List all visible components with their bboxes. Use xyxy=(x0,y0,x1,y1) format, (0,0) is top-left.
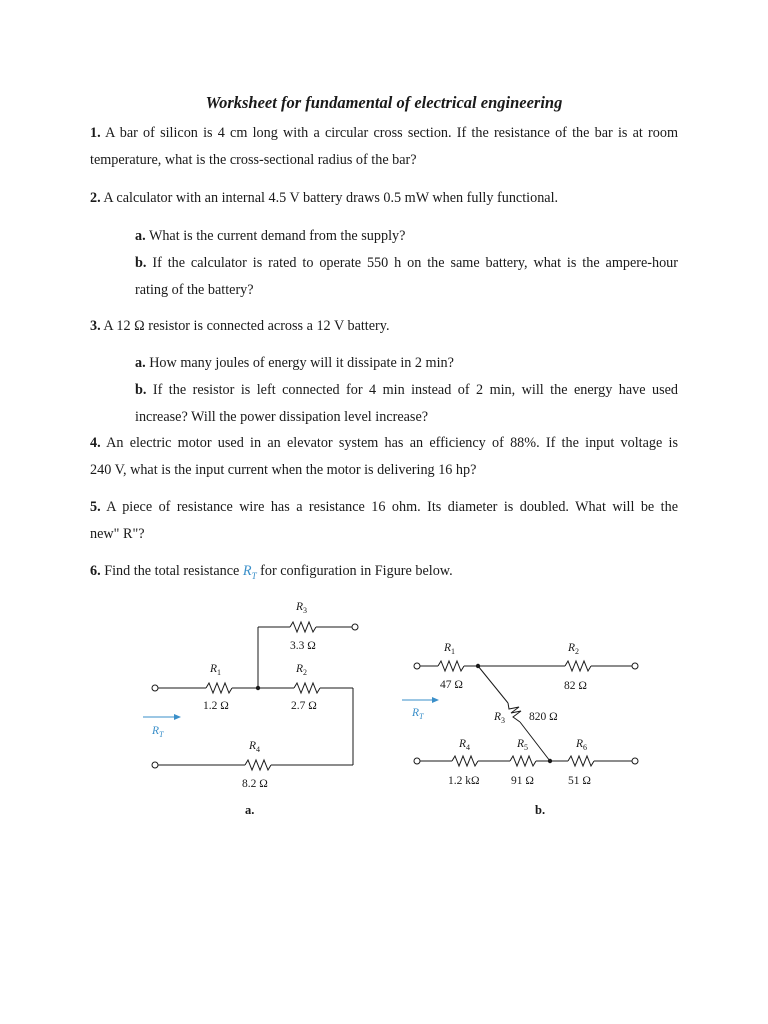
value-r3-a: 3.3 Ω xyxy=(290,640,316,652)
terminal-icon xyxy=(352,624,358,630)
label-rt-a: $R_T$ xyxy=(152,725,164,739)
label-r4-b: $R_4$ xyxy=(459,738,471,752)
resistor-r1-b xyxy=(438,661,464,671)
terminal-icon xyxy=(414,758,420,764)
terminal-icon xyxy=(632,663,638,669)
junction-dot xyxy=(476,664,480,668)
question-1-line-1 xyxy=(90,125,678,142)
question-text: Find the total resistance xyxy=(104,563,240,579)
question-5-line-2: new" R"? xyxy=(90,526,145,542)
label-r1-a: $R_1$ xyxy=(210,663,222,677)
resistor-r4-a xyxy=(245,760,271,770)
question-3b-line-2: increase? Will the power dissipation level increase? xyxy=(135,409,429,425)
value-r6-b: 51 Ω xyxy=(568,775,591,787)
question-text: An electric motor used in an elevator system has an efficiency of 88%. If the input voltage is xyxy=(106,435,679,451)
question-number: 6. xyxy=(90,563,101,579)
value-r4-b: 1.2 kΩ xyxy=(448,775,480,787)
question-3 xyxy=(90,318,390,335)
resistor-r5-b xyxy=(510,756,536,766)
question-3a xyxy=(135,355,454,372)
terminal-icon xyxy=(152,762,158,768)
page-title: Worksheet for fundamental of electrical engineering xyxy=(205,93,563,112)
question-text: A 12 Ω resistor is connected across a 12 V battery. xyxy=(103,318,390,334)
question-text: A piece of resistance wire has a resistance 16 ohm. Its diameter is doubled. What will be the xyxy=(106,499,678,515)
value-r5-b: 91 Ω xyxy=(511,775,534,787)
figure-b-caption: b. xyxy=(535,803,546,817)
question-3b-line-1 xyxy=(135,382,678,399)
label-r2-b: $R_2$ xyxy=(568,642,580,656)
rt-symbol: $R_T$ xyxy=(242,563,257,581)
question-2b-line-2: rating of the battery? xyxy=(135,282,254,298)
question-number: 4. xyxy=(90,435,101,451)
junction-dot xyxy=(548,759,552,763)
part-label: a. xyxy=(135,228,146,244)
question-number: 1. xyxy=(90,125,101,141)
circuit-a xyxy=(143,622,358,770)
label-rt-b: $R_T$ xyxy=(412,707,424,721)
part-label: b. xyxy=(135,255,147,271)
question-4-line-1 xyxy=(90,435,678,452)
question-1-line-2: temperature, what is the cross-sectional radius of the bar? xyxy=(90,152,417,168)
resistor-r3-a xyxy=(290,622,316,632)
question-2 xyxy=(90,190,558,207)
terminal-icon xyxy=(152,685,158,691)
label-r2-a: $R_2$ xyxy=(296,663,308,677)
label-r3-a: $R_3$ xyxy=(296,601,308,615)
junction-dot xyxy=(256,686,260,690)
resistor-r1-a xyxy=(206,683,232,693)
question-6 xyxy=(90,563,453,581)
terminal-icon xyxy=(632,758,638,764)
value-r1-b: 47 Ω xyxy=(440,679,463,691)
circuit-b xyxy=(402,661,638,766)
part-text: If the calculator is rated to operate 550 h on the same battery, what is the ampere-hour xyxy=(152,255,678,271)
question-5-line-1 xyxy=(90,499,678,516)
label-r6-b: $R_6$ xyxy=(576,738,588,752)
question-2a xyxy=(135,228,405,245)
question-2b-line-1 xyxy=(135,255,678,272)
resistor-r2-b xyxy=(565,661,591,671)
question-text: A bar of silicon is 4 cm long with a circular cross section. If the resistance of the bar is at room xyxy=(105,125,678,141)
question-number: 3. xyxy=(90,318,101,334)
value-r2-a: 2.7 Ω xyxy=(291,700,317,712)
part-label: a. xyxy=(135,355,146,371)
question-number: 5. xyxy=(90,499,101,515)
part-label: b. xyxy=(135,382,147,398)
value-r1-a: 1.2 Ω xyxy=(203,700,229,712)
part-text: What is the current demand from the supply? xyxy=(148,228,406,244)
question-number: 2. xyxy=(90,190,101,206)
part-text: How many joules of energy will it dissipate in 2 min? xyxy=(149,355,454,371)
label-r4-a: $R_4$ xyxy=(249,740,261,754)
label-r5-b: $R_5$ xyxy=(517,738,529,752)
value-r3-b: 820 Ω xyxy=(529,711,558,723)
figure-a-caption: a. xyxy=(245,803,255,817)
resistor-r2-a xyxy=(294,683,320,693)
value-r4-a: 8.2 Ω xyxy=(242,778,268,790)
value-r2-b: 82 Ω xyxy=(564,680,587,692)
terminal-icon xyxy=(414,663,420,669)
question-text: A calculator with an internal 4.5 V battery draws 0.5 mW when fully functional. xyxy=(103,190,559,206)
question-text: for configuration in Figure below. xyxy=(260,563,453,579)
resistor-r3-b xyxy=(508,703,521,722)
resistor-r6-b xyxy=(568,756,594,766)
resistor-r4-b xyxy=(452,756,478,766)
label-r1-b: $R_1$ xyxy=(444,642,456,656)
label-r3-b: $R_3$ xyxy=(494,711,506,725)
question-4-line-2: 240 V, what is the input current when the motor is delivering 16 hp? xyxy=(90,462,477,478)
part-text: If the resistor is left connected for 4 min instead of 2 min, will the energy have used xyxy=(152,382,679,398)
